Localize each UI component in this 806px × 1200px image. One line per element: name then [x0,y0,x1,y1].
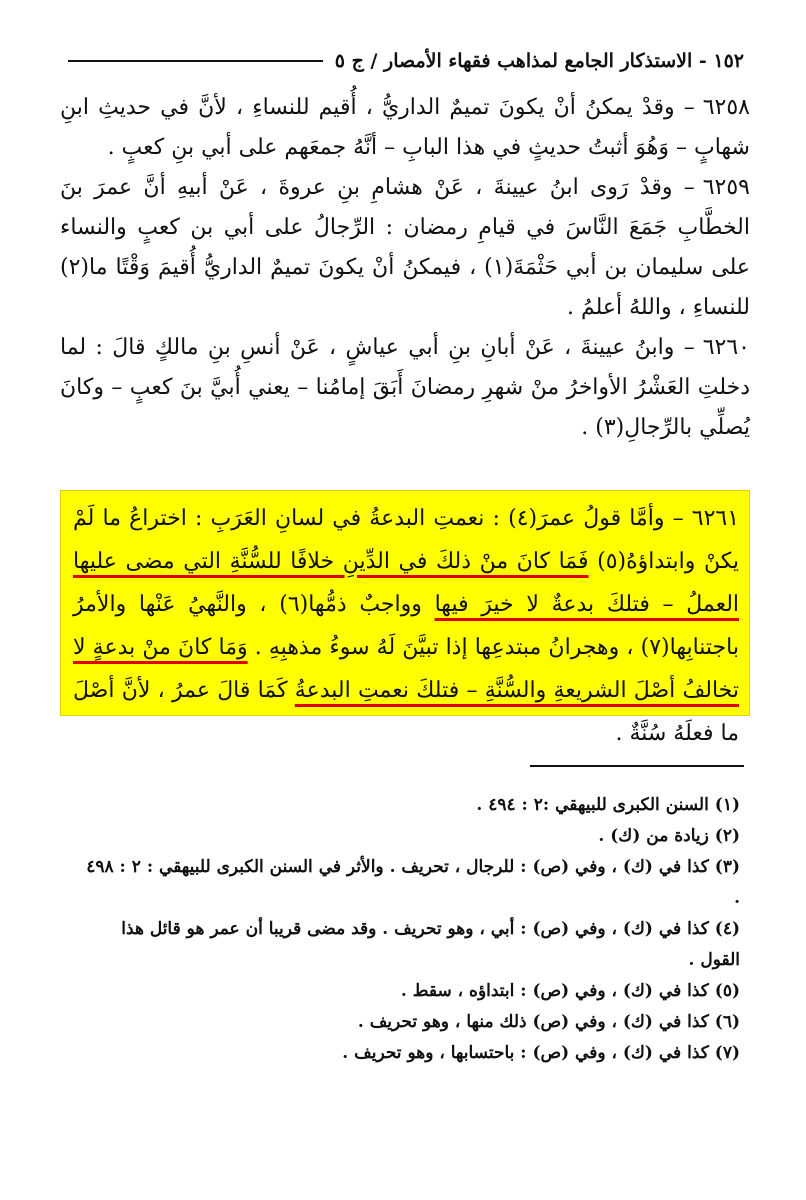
paragraph-number: ٦٢٥٩ [702,175,750,200]
footnote-1: (١) السنن الكبرى للبيهقي :٢ : ٤٩٤ . [476,795,740,815]
paragraph-6260 [60,328,750,448]
paragraph-text: – وقدْ رَوى ابنُ عيينةَ ، عَنْ هشامِ بنِ عروةَ ، عَنْ أبيهِ أنَّ عمرَ بنَ الخطَّابِ جَمَعَ النَّاسَ في قيامِ رمضان : الرِّجالُ على أبي بن كعبٍ والنساء على سليمان بن أبي حَثْمَةَ(١) ، فيمكنُ أنْ يكونَ تميمٌ الداريُّ أُقيمَ وَقْتًا ما(٢) للنساءِ ، واللهُ أعلمُ . [60,175,750,320]
paragraph-6258 [60,88,750,168]
footnote-5: (٥) كذا في (ك) ، وفي (ص) : ابتداؤه ، سقط . [400,981,740,1001]
paragraph-6259 [60,168,750,328]
footnote-separator [530,765,744,767]
paragraph-text: – وابنُ عيينةَ ، عَنْ أبانِ بنِ أبي عياشٍ ، عَنْ أنسِ بنِ مالكٍ قالَ : لما دخلتِ العَشْرُ الأواخرُ منْ شهرِ رمضانَ أَبَقَ إمامُنا – يعني أُبيَّ بنَ كعبٍ – وكانَ يُصلِّي بالرِّجالِ(٣) . [60,335,750,440]
footnotes [80,790,740,1069]
highlight-text-part3: كَمَا قالَ عمرُ ، لأنَّ أصْلَ ما فعلَهُ سُنَّةٌ . [73,678,739,746]
highlighted-paragraph-6261 [60,490,750,746]
footnote-7: (٧) كذا في (ك) ، وفي (ص) : باحتسابها ، وهو تحريف . [342,1043,740,1063]
page-header [68,44,744,78]
paragraph-text: – وقدْ يمكنُ أنْ يكونَ تميمٌ الداريُّ ، أُقيم للنساءِ ، لأنَّ في حديثِ ابنِ شهابٍ – وَهُوَ أثبتُ حديثٍ في هذا البابِ – أنَّهُ جمعَهم على أبي بنِ كعبٍ . [60,95,750,160]
footnote-2: (٢) زيادة من (ك) . [598,826,740,846]
footnote-3: (٣) كذا في (ك) ، وفي (ص) : للرجال ، تحريف . والأثر في السنن الكبرى للبيهقي : ٢ : ٤٩٨ . [86,857,740,908]
highlight-text-part1: – وأمَّا قولُ عمرَ(٤) : نعمتِ البدعةُ في لسانِ العَرَبِ : اختراعُ ما لَمْ يكنْ وابتداؤهُ(٥) [73,506,739,574]
header-rule [68,60,323,62]
footnote-4: (٤) كذا في (ك) ، وفي (ص) : أبي ، وهو تحريف . وقد مضى قريبا أن عمر هو قائل هذا القول . [121,919,740,970]
highlight-text-part2: وواجبٌ ذمُّها(٦) ، والنَّهيُ عَنْها والأمرُ باجتنابِها(٧) ، وهجرانُ مبتدعِها إذا تبيَّنَ لَهُ سوءُ مذهبِهِ . [73,592,739,660]
footnote-6: (٦) كذا في (ك) ، وفي (ص) ذلك منها ، وهو تحريف . [357,1012,740,1032]
main-text [60,88,750,448]
underlined-text-1: فَمَا كانَ منْ ذلكَ في الدِّينِ خلافًا للسُّنَّةِ التي مضى عليها العملُ – فتلكَ بدعةٌ لا خيرَ فيها [73,549,740,617]
paragraph-number: ٦٢٥٨ [702,95,750,120]
paragraph-number: ٦٢٦٠ [702,335,750,360]
paragraph-number: ٦٢٦١ [691,506,740,531]
running-header: ١٥٢ - الاستذكار الجامع لمذاهب فقهاء الأمصار / ج ٥ [334,50,744,72]
underlined-text-2: وَمَا كانَ منْ بدعةٍ لا تخالفُ أصْلَ الشريعةِ والسُّنَّةِ – فتلكَ نعمتِ البدعةُ [73,635,739,703]
